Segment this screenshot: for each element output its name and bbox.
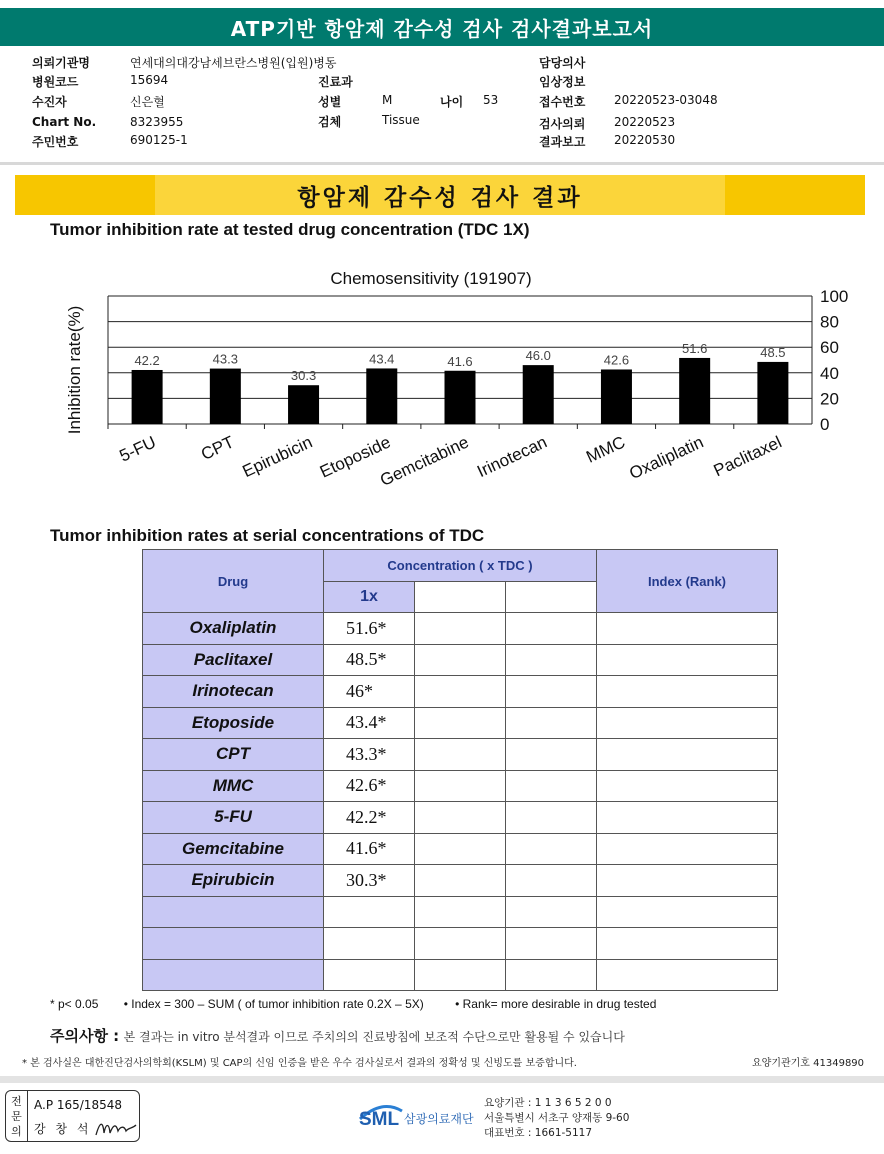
drug-name-cell bbox=[143, 928, 324, 960]
bar bbox=[445, 371, 476, 424]
rate-1x-cell: 41.6* bbox=[324, 833, 415, 865]
drug-name-cell: Oxaliplatin bbox=[143, 613, 324, 645]
stamp-name: 강 창 석 bbox=[34, 1122, 92, 1136]
index-rank-cell bbox=[597, 644, 778, 676]
chemosensitivity-chart bbox=[0, 260, 884, 510]
conc-3-cell bbox=[506, 707, 597, 739]
bar bbox=[757, 362, 788, 424]
table-row bbox=[143, 613, 778, 645]
conc-3-cell bbox=[506, 833, 597, 865]
specimen-label: 검체 bbox=[318, 115, 342, 129]
chart-ylabel: Inhibition rate(%) bbox=[65, 305, 84, 435]
drug-name-cell bbox=[143, 896, 324, 928]
note-rank: • Rank= more desirable in drug tested bbox=[455, 997, 657, 1011]
age-label: 나이 bbox=[440, 95, 464, 109]
conc-2-cell bbox=[415, 928, 506, 960]
stamp-role: 전문의 bbox=[6, 1091, 28, 1141]
conc-3-cell bbox=[506, 739, 597, 771]
id-no-value: 690125-1 bbox=[130, 133, 188, 147]
table-row bbox=[143, 865, 778, 897]
concentration-header: Concentration ( x TDC ) bbox=[324, 550, 597, 582]
index-rank-cell bbox=[597, 676, 778, 708]
signature-stamp bbox=[5, 1090, 140, 1142]
index-rank-cell bbox=[597, 833, 778, 865]
logo-name: 삼광의료재단 bbox=[404, 1112, 474, 1126]
conc-2-cell bbox=[415, 676, 506, 708]
conc-3-cell bbox=[506, 770, 597, 802]
conc-3-cell bbox=[506, 896, 597, 928]
institution-value: 연세대의대강남세브란스병원(입원)병동 bbox=[130, 56, 337, 70]
drug-name-cell: Epirubicin bbox=[143, 865, 324, 897]
index-rank-cell bbox=[597, 865, 778, 897]
footer-line-2: 서울특별시 서초구 양재동 9-60 bbox=[484, 1112, 630, 1124]
conc-3-cell bbox=[506, 865, 597, 897]
patient-info bbox=[32, 54, 872, 154]
conc-2-cell bbox=[415, 802, 506, 834]
certification-text: * 본 검사실은 대한진단검사의학회(KSLM) 및 CAP의 신임 인증을 받은 우수 검사실로서 결과의 정확성 및 신빙도를 보증합니다. bbox=[22, 1058, 577, 1069]
data-label: 42.2 bbox=[134, 352, 160, 368]
conc-col-3 bbox=[506, 581, 597, 613]
table-row bbox=[143, 959, 778, 991]
data-label: 46.0 bbox=[525, 348, 551, 364]
department-label: 진료과 bbox=[318, 75, 353, 89]
conc-3-cell bbox=[506, 802, 597, 834]
signature-image bbox=[94, 1117, 138, 1139]
table-row bbox=[143, 896, 778, 928]
rate-1x-cell bbox=[324, 928, 415, 960]
footer-divider bbox=[0, 1076, 884, 1083]
result-banner bbox=[15, 175, 865, 215]
bar bbox=[210, 369, 241, 424]
conc-3-cell bbox=[506, 928, 597, 960]
x-tick-label: Paclitaxel bbox=[710, 432, 785, 481]
data-label: 41.6 bbox=[447, 353, 473, 369]
rate-1x-cell: 43.4* bbox=[324, 707, 415, 739]
x-tick-label: Etoposide bbox=[316, 432, 394, 482]
drug-name-cell: MMC bbox=[143, 770, 324, 802]
section1-title: Tumor inhibition rate at tested drug concentration (TDC 1X) bbox=[50, 220, 530, 239]
rate-1x-cell: 51.6* bbox=[324, 613, 415, 645]
sml-logo-mark bbox=[358, 1097, 480, 1135]
index-rank-cell bbox=[597, 896, 778, 928]
x-tick-label: MMC bbox=[583, 432, 629, 467]
receipt-value: 20220523-03048 bbox=[614, 93, 718, 107]
x-tick-label: CPT bbox=[198, 432, 238, 464]
conc-2-cell bbox=[415, 707, 506, 739]
clinical-label: 임상정보 bbox=[539, 75, 586, 89]
table-row bbox=[143, 676, 778, 708]
institution-label: 의뢰기관명 bbox=[32, 56, 90, 70]
bar bbox=[366, 368, 397, 424]
requested-value: 20220523 bbox=[614, 115, 676, 129]
y-tick-label: 100 bbox=[820, 287, 849, 306]
x-tick-label: Gemcitabine bbox=[377, 432, 472, 490]
conc-2-cell bbox=[415, 644, 506, 676]
rate-1x-cell: 43.3* bbox=[324, 739, 415, 771]
table-row bbox=[143, 928, 778, 960]
conc-2-cell bbox=[415, 959, 506, 991]
chart-no-value: 8323955 bbox=[130, 115, 184, 129]
drug-name-cell bbox=[143, 959, 324, 991]
conc-2-cell bbox=[415, 896, 506, 928]
y-tick-label: 20 bbox=[820, 389, 839, 409]
conc-3-cell bbox=[506, 959, 597, 991]
table-notes bbox=[50, 997, 656, 1011]
y-tick-label: 60 bbox=[820, 338, 839, 358]
index-rank-cell bbox=[597, 707, 778, 739]
chart-x-ticks bbox=[108, 424, 785, 490]
x-tick-label: Irinotecan bbox=[474, 432, 550, 482]
caution bbox=[50, 1025, 625, 1046]
result-title: 항암제 감수성 검사 결과 bbox=[155, 175, 725, 215]
reported-value: 20220530 bbox=[614, 133, 676, 147]
stamp-ap-no: A.P 165/18548 bbox=[34, 1098, 122, 1112]
footer-address bbox=[484, 1096, 629, 1141]
data-label: 42.6 bbox=[603, 352, 630, 368]
bar bbox=[288, 385, 319, 424]
chart-y-ticks bbox=[820, 287, 848, 434]
note-p: * p< 0.05 bbox=[50, 997, 99, 1011]
sml-logo bbox=[358, 1097, 480, 1139]
footer-line-1: 요양기관 : 1 1 3 6 5 2 0 0 bbox=[484, 1097, 612, 1109]
rate-1x-cell: 48.5* bbox=[324, 644, 415, 676]
conc-3-cell bbox=[506, 644, 597, 676]
bar bbox=[601, 369, 632, 424]
index-rank-cell bbox=[597, 928, 778, 960]
agency-code: 요양기관기호 41349890 bbox=[752, 1058, 865, 1069]
table-row bbox=[143, 833, 778, 865]
hospital-code-label: 병원코드 bbox=[32, 75, 79, 89]
rate-1x-cell bbox=[324, 896, 415, 928]
conc-col-1x: 1x bbox=[324, 581, 415, 613]
drug-name-cell: Etoposide bbox=[143, 707, 324, 739]
drug-name-cell: CPT bbox=[143, 739, 324, 771]
drug-name-cell: Irinotecan bbox=[143, 676, 324, 708]
index-rank-cell bbox=[597, 959, 778, 991]
conc-col-2 bbox=[415, 581, 506, 613]
hospital-code-value: 15694 bbox=[130, 73, 169, 87]
index-header: Index (Rank) bbox=[597, 550, 778, 613]
sex-value: M bbox=[382, 93, 393, 107]
chart-no-label: Chart No. bbox=[32, 115, 97, 129]
data-label: 48.5 bbox=[760, 344, 786, 360]
index-rank-cell bbox=[597, 770, 778, 802]
patient-value: 신은혈 bbox=[130, 95, 165, 109]
bar bbox=[679, 358, 710, 424]
section2-title: Tumor inhibition rates at serial concentrations of TDC bbox=[50, 526, 485, 545]
table-row bbox=[143, 802, 778, 834]
report-title: ATP기반 항암제 감수성 검사 검사결과보고서 bbox=[0, 8, 884, 46]
x-tick-label: Epirubicin bbox=[239, 432, 316, 482]
bar bbox=[523, 365, 554, 424]
x-tick-label: Oxaliplatin bbox=[626, 432, 707, 484]
conc-2-cell bbox=[415, 770, 506, 802]
rate-1x-cell: 42.6* bbox=[324, 770, 415, 802]
rate-1x-cell: 42.2* bbox=[324, 802, 415, 834]
conc-2-cell bbox=[415, 865, 506, 897]
index-rank-cell bbox=[597, 613, 778, 645]
sex-label: 성별 bbox=[318, 95, 342, 109]
data-label: 43.3 bbox=[212, 351, 238, 367]
age-value: 53 bbox=[483, 93, 499, 107]
y-tick-label: 0 bbox=[820, 415, 830, 434]
conc-3-cell bbox=[506, 676, 597, 708]
specimen-value: Tissue bbox=[382, 113, 420, 127]
reported-label: 결과보고 bbox=[539, 135, 586, 149]
requested-label: 검사의뢰 bbox=[539, 117, 586, 131]
conc-3-cell bbox=[506, 613, 597, 645]
rate-1x-cell bbox=[324, 959, 415, 991]
header-divider bbox=[0, 162, 884, 165]
patient-label: 수진자 bbox=[32, 95, 67, 109]
x-tick-label: 5-FU bbox=[116, 432, 159, 466]
data-label: 30.3 bbox=[290, 368, 317, 384]
table-row bbox=[143, 644, 778, 676]
drug-header: Drug bbox=[143, 550, 324, 613]
table-row bbox=[143, 770, 778, 802]
drug-name-cell: Gemcitabine bbox=[143, 833, 324, 865]
drug-name-cell: Paclitaxel bbox=[143, 644, 324, 676]
rate-1x-cell: 46* bbox=[324, 676, 415, 708]
y-tick-label: 80 bbox=[820, 312, 839, 332]
conc-2-cell bbox=[415, 739, 506, 771]
table-row bbox=[143, 707, 778, 739]
y-tick-label: 40 bbox=[820, 363, 839, 383]
receipt-label: 접수번호 bbox=[539, 95, 586, 109]
note-index: • Index = 300 – SUM ( of tumor inhibition rate 0.2X – 5X) bbox=[123, 997, 424, 1011]
index-rank-cell bbox=[597, 739, 778, 771]
table-row bbox=[143, 739, 778, 771]
logo-text: SML bbox=[359, 1109, 400, 1130]
index-rank-cell bbox=[597, 802, 778, 834]
rate-1x-cell: 30.3* bbox=[324, 865, 415, 897]
serial-concentration-table bbox=[142, 549, 778, 991]
data-label: 43.4 bbox=[369, 351, 395, 367]
caution-text: 본 결과는 in vitro 분석결과 이므로 주치의의 진료방침에 보조적 수단으로만 활용될 수 있습니다 bbox=[123, 1030, 625, 1044]
footer-line-3: 대표번호 : 1661-5117 bbox=[484, 1127, 593, 1139]
doctor-label: 담당의사 bbox=[539, 56, 586, 70]
caution-label: 주의사항 : bbox=[50, 1027, 120, 1045]
drug-name-cell: 5-FU bbox=[143, 802, 324, 834]
id-no-label: 주민번호 bbox=[32, 135, 79, 149]
chart-title: Chemosensitivity (191907) bbox=[330, 269, 532, 288]
conc-2-cell bbox=[415, 833, 506, 865]
conc-2-cell bbox=[415, 613, 506, 645]
data-label: 51.6 bbox=[682, 340, 708, 356]
bar bbox=[132, 370, 163, 424]
